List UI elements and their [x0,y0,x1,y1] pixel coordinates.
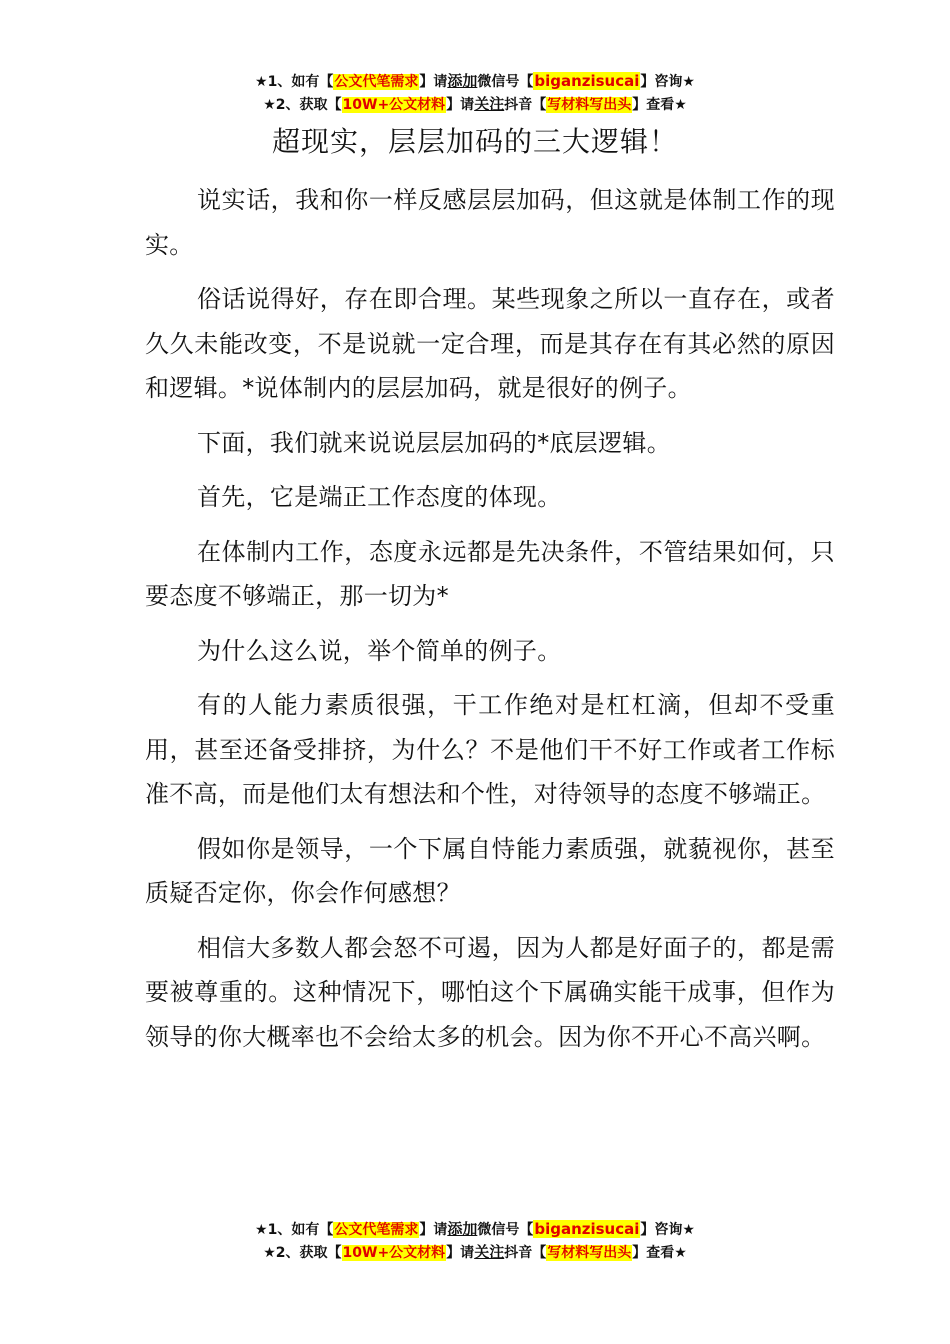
highlight-service: 公文代笔需求 [334,1222,419,1238]
banner-text: ★1、如有【 [255,1222,334,1238]
banner-text: 】查看★ [632,1245,687,1261]
paragraph: 相信大多数人都会怒不可遏，因为人都是好面子的，都是需要被尊重的。这种情况下，哪怕这个下属确实能干成事，但作为领导的你大概率也不会给太多的机会。因为你不开心不高兴啊。 [145,933,835,1051]
banner-text: 】请 [446,1245,475,1261]
banner-text: 抖音【 [504,97,547,113]
banner-text: 关注 [474,1243,505,1261]
banner-text: ★2、获取【 [263,97,342,113]
footer-banner [0,1218,950,1264]
document-body [145,178,835,1069]
highlight-wechat-id: biganzisucai [534,72,640,90]
paragraph: 有的人能力素质很强，干工作绝对是杠杠滴，但却不受重用，甚至还备受排挤，为什么？不是他们干不好工作或者工作标准不高，而是他们太有想法和个性，对待领导的态度不够端正。 [145,691,835,808]
banner-text: 】请 [419,74,448,90]
paragraph: 首先，它是端正工作态度的体现。 [197,483,562,511]
banner-text: ★2、获取【 [263,1245,342,1261]
paragraph: 下面，我们就来说说层层加码的*底层逻辑。 [197,428,671,457]
highlight-materials: 10W+公文材料 [342,97,446,113]
paragraph: 为什么这么说，举个简单的例子。 [197,636,562,665]
banner-line-1 [0,70,950,93]
highlight-service: 公文代笔需求 [334,74,419,90]
banner-text: 】咨询★ [640,74,695,90]
paragraph: 在体制内工作，态度永远都是先决条件，不管结果如何，只要态度不够端正，那一切为* [145,537,835,610]
highlight-douyin-account: 写材料写出头 [547,1245,632,1261]
banner-line-2 [0,93,950,116]
document-title: 超现实，层层加码的三大逻辑！ [271,125,678,158]
banner-line-2 [0,1241,950,1264]
banner-text: 添加 [447,1220,478,1238]
banner-text: 】咨询★ [640,1222,695,1238]
banner-text: 】请 [419,1222,448,1238]
highlight-wechat-id: biganzisucai [534,1220,640,1238]
highlight-materials: 10W+公文材料 [342,1245,446,1261]
banner-text: 】请 [446,97,475,113]
banner-text: 添加 [447,72,478,90]
banner-text: 抖音【 [504,1245,547,1261]
paragraph: 说实话，我和你一样反感层层加码，但这就是体制工作的现实。 [145,186,835,259]
banner-text: 微信号【 [477,74,534,90]
banner-line-1 [0,1218,950,1241]
paragraph: 假如你是领导，一个下属自恃能力素质强，就藐视你，甚至质疑否定你，你会作何感想？ [145,834,835,907]
paragraph: 俗话说得好，存在即合理。某些现象之所以一直存在，或者久久未能改变，不是说就一定合理，而是其存在有其必然的原因和逻辑。*说体制内的层层加码，就是很好的例子。 [145,285,835,402]
header-banner [0,70,950,116]
highlight-douyin-account: 写材料写出头 [547,97,632,113]
banner-text: ★1、如有【 [255,74,334,90]
banner-text: 关注 [474,95,505,113]
banner-text: 微信号【 [477,1222,534,1238]
banner-text: 】查看★ [632,97,687,113]
